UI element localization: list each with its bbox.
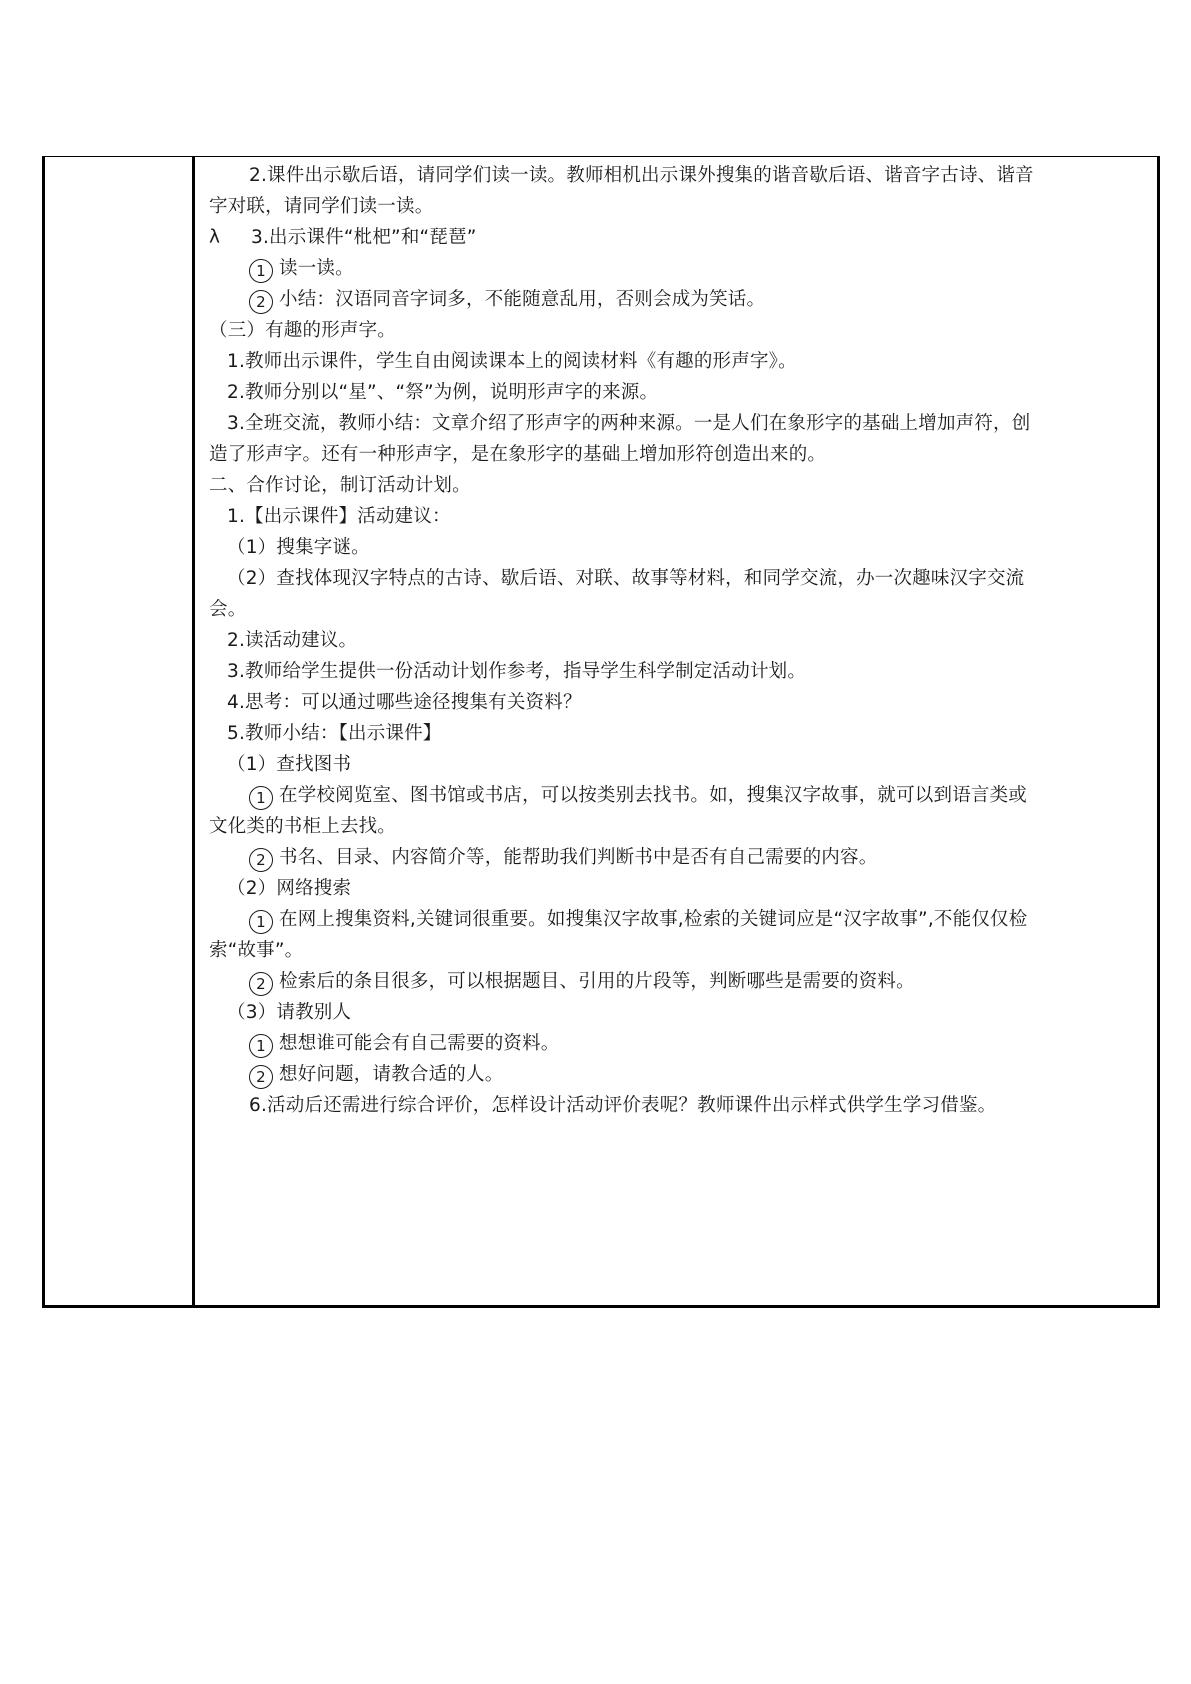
line-text: 在学校阅览室、图书馆或书店，可以按类别去找书。如，搜集汉字故事，就可以到语言类或 [279,785,1028,806]
lesson-plan-table [42,156,1160,1308]
content-line [209,222,1145,253]
content-line [209,935,1145,966]
content-line [209,532,1145,563]
line-text: （三）有趣的形声字。 [209,320,397,341]
content-line [209,470,1145,501]
content-line [209,377,1145,408]
content-line [209,1059,1145,1090]
line-text: 文化类的书柜上去找。 [209,816,397,837]
line-text: 会。 [209,599,247,620]
line-text: 想好问题，请教合适的人。 [279,1064,504,1085]
line-text: 4.思考：可以通过哪些途径搜集有关资料？ [227,692,582,713]
line-text: 3.教师给学生提供一份活动计划作参考，指导学生科学制定活动计划。 [227,661,807,682]
content-line [209,842,1145,873]
content-line [209,160,1145,191]
content-line [209,563,1145,594]
circled-number: 1 [249,786,273,810]
content-line [209,408,1145,439]
bullet-marker: λ [209,227,221,248]
content-line [209,501,1145,532]
content-line [209,625,1145,656]
circled-number: 1 [249,259,273,283]
line-text: 1.【出示课件】活动建议： [227,506,451,527]
line-text: 字对联，请同学们读一读。 [209,196,434,217]
line-text: （3）请教别人 [227,1002,352,1023]
line-text: 2.读活动建议。 [227,630,358,651]
lesson-content [209,160,1145,1121]
content-line [209,346,1145,377]
line-text: （1）查找图书 [227,754,352,775]
line-text: 小结：汉语同音字词多，不能随意乱用，否则会成为笑话。 [279,289,766,310]
line-text: 书名、目录、内容简介等，能帮助我们判断书中是否有自己需要的内容。 [279,847,878,868]
circled-number: 2 [249,972,273,996]
line-text: 5.教师小结：【出示课件】 [227,723,442,744]
line-text: 在网上搜集资料,关键词很重要。如搜集汉字故事,检索的关键词应是“汉字故事”,不能仅仅检 [279,909,1028,930]
content-line [209,253,1145,284]
line-text: 想想谁可能会有自己需要的资料。 [279,1033,560,1054]
content-line [209,811,1145,842]
content-line [209,873,1145,904]
line-text: （1）搜集字谜。 [227,537,370,558]
line-text: 2.教师分别以“星”、“祭”为例，说明形声字的来源。 [227,382,659,403]
line-text: 造了形声字。还有一种形声字，是在象形字的基础上增加形符创造出来的。 [209,444,827,465]
line-text: 2.课件出示歇后语，请同学们读一读。教师相机出示课外搜集的谐音歇后语、谐音字古诗、谐音 [249,165,1034,186]
content-line [209,191,1145,222]
line-text: 3.全班交流，教师小结：文章介绍了形声字的两种来源。一是人们在象形字的基础上增加声符，创 [227,413,1031,434]
content-line [209,439,1145,470]
circled-number: 1 [249,910,273,934]
content-line [209,284,1145,315]
line-text: （2）查找体现汉字特点的古诗、歇后语、对联、故事等材料，和同学交流，办一次趣味汉字交流 [227,568,1025,589]
content-line [209,749,1145,780]
content-line [209,1090,1145,1121]
content-line [209,718,1145,749]
content-line [209,780,1145,811]
circled-number: 2 [249,1065,273,1089]
circled-number: 2 [249,848,273,872]
content-line [209,1028,1145,1059]
line-text: 6.活动后还需进行综合评价，怎样设计活动评价表呢？教师课件出示样式供学生学习借鉴。 [249,1095,997,1116]
content-column-cell [195,157,1157,1305]
line-text: 检索后的条目很多，可以根据题目、引用的片段等，判断哪些是需要的资料。 [279,971,915,992]
content-line [209,594,1145,625]
label-column-cell [45,157,195,1305]
line-text: 二、合作讨论，制订活动计划。 [209,475,471,496]
content-line [209,966,1145,997]
content-line [209,904,1145,935]
line-text: 索“故事”。 [209,940,304,961]
circled-number: 2 [249,290,273,314]
content-line [209,687,1145,718]
circled-number: 1 [249,1034,273,1058]
content-line [209,315,1145,346]
line-text: 1.教师出示课件，学生自由阅读课本上的阅读材料《有趣的形声字》。 [227,351,797,372]
line-text: 读一读。 [279,258,354,279]
content-line [209,997,1145,1028]
content-line [209,656,1145,687]
line-text: 3.出示课件“枇杷”和“琵琶” [251,227,477,248]
line-text: （2）网络搜索 [227,878,352,899]
